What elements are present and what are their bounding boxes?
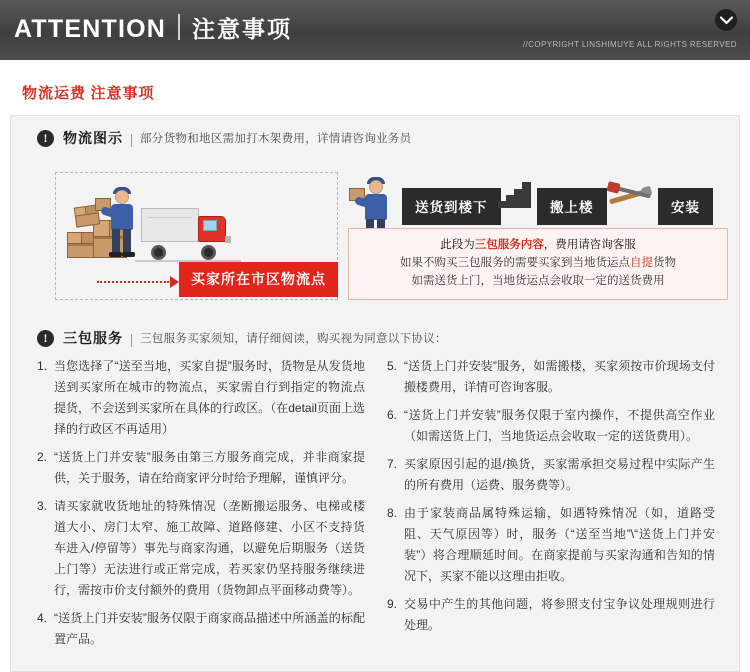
city-logistics-point-label: 买家所在市区物流点 bbox=[179, 262, 338, 297]
exclamation-icon-2: ! bbox=[37, 330, 54, 347]
stage-installation: 安装 bbox=[658, 188, 713, 225]
list-item-number: 9. bbox=[387, 597, 398, 611]
list-item-text: 买家原因引起的退/换货，买家需承担交易过程中实际产生的所有费用（运费、服务费等）。 bbox=[404, 457, 715, 492]
title-separator bbox=[131, 134, 132, 147]
list-item bbox=[387, 356, 715, 398]
terms-block-header bbox=[11, 328, 739, 348]
service-note-box bbox=[348, 228, 728, 300]
list-item-text: 由于家装商品属特殊运输，如遇特殊情况（如，道路受阻、天气原因等）时，服务（“送至当地”\“送货上门并安装”）将合理顺延时间。在商家提前与买家沟通和告知的情况下，买家不能以这理由拒收。 bbox=[404, 506, 715, 583]
service-note-line-2: 如果不购买三包服务的需要买家到当地货运点自提货物 bbox=[400, 257, 676, 269]
terms-block-subtitle: 三包服务买家须知，请仔细阅读，购买视为同意以下协议： bbox=[140, 333, 447, 345]
list-item bbox=[387, 405, 715, 447]
list-item-text: 请买家就收货地址的特殊情况（垄断搬运服务、电梯或楼道大小、房门太窄、施工故障、道路修建、小区不支持货车进入/停留等）事先与商家沟通，以避免后期服务（送货上门等）无法进行或正常完成，若买家仍坚持服务继续进行，需按市价支付额外的费用（货物卸点平面移动费等）。 bbox=[54, 499, 365, 597]
section-heading-sub: 注意事项 bbox=[90, 85, 155, 102]
stage-carry-upstairs: 搬上楼 bbox=[537, 188, 607, 225]
delivery-truck-icon bbox=[141, 204, 237, 262]
list-item bbox=[37, 608, 365, 650]
logistics-flow-diagram bbox=[11, 154, 739, 314]
list-item-text: 当您选择了“送至当地，买家自提”服务时，货物是从发货地送到买家所在城市的物流点，买家需自行到指定的物流点提货，不会送到买家所在具体的行政区。（在detail页面上选择的行政区不再适用） bbox=[54, 359, 365, 436]
chevron-down-icon[interactable] bbox=[715, 9, 737, 31]
stage-deliver-to-building: 送货到楼下 bbox=[402, 188, 501, 225]
list-item-number: 7. bbox=[387, 457, 398, 471]
wrench-screwdriver-icon bbox=[609, 184, 653, 208]
list-item-text: “送货上门并安装”服务，如需搬楼，买家须按市价现场支付搬楼费用，详情可咨询客服。 bbox=[404, 359, 715, 394]
section-heading bbox=[0, 60, 750, 109]
list-item bbox=[37, 356, 365, 440]
list-item bbox=[387, 594, 715, 636]
list-item-number: 3. bbox=[37, 499, 48, 513]
exclamation-icon: ! bbox=[37, 130, 54, 147]
title-divider bbox=[178, 14, 180, 40]
stairs-icon bbox=[498, 182, 532, 208]
terms-columns bbox=[11, 356, 739, 657]
list-item-number: 6. bbox=[387, 408, 398, 422]
list-item-text: “送货上门并安装”服务仅限于商家商品描述中所涵盖的标配置产品。 bbox=[54, 611, 365, 646]
diagram-block-title: 物流图示 bbox=[63, 130, 123, 146]
terms-column-right bbox=[387, 356, 715, 657]
page-title-en: ATTENTION bbox=[14, 15, 166, 43]
service-note-line-1: 此段为三包服务内容，费用请咨询客服 bbox=[440, 239, 636, 251]
list-item bbox=[37, 496, 365, 601]
header-title-group bbox=[14, 11, 292, 42]
list-item bbox=[387, 454, 715, 496]
list-item-number: 8. bbox=[387, 506, 398, 520]
list-item-number: 2. bbox=[37, 450, 48, 464]
title-separator-2 bbox=[131, 334, 132, 347]
dotted-arrow-icon bbox=[97, 276, 179, 288]
list-item-number: 4. bbox=[37, 611, 48, 625]
diagram-block-subtitle: 部分货物和地区需加打木架费用，详情请咨询业务员 bbox=[140, 133, 412, 145]
list-item-number: 5. bbox=[387, 359, 398, 373]
terms-column-left bbox=[37, 356, 365, 657]
terms-block-title: 三包服务 bbox=[63, 330, 123, 346]
notice-panel bbox=[10, 115, 740, 672]
list-item bbox=[37, 447, 365, 489]
diagram-block-header bbox=[11, 128, 739, 148]
page-header bbox=[0, 0, 750, 60]
list-item-text: “送货上门并安装”服务仅限于室内操作，不提供高空作业（如需送货上门，当地货运点会收取一定的送货费用）。 bbox=[404, 408, 715, 443]
list-item-text: 交易中产生的其他问题，将参照支付宝争议处理规则进行处理。 bbox=[404, 597, 715, 632]
terms-block bbox=[11, 328, 739, 657]
list-item-number: 1. bbox=[37, 359, 48, 373]
list-item bbox=[387, 503, 715, 587]
delivery-person-icon bbox=[103, 190, 143, 260]
copyright-text: //COPYRIGHT LINSHIMUYE ALL RIGHTS RESERVED bbox=[522, 40, 737, 49]
page-title-cn: 注意事项 bbox=[192, 16, 292, 42]
list-item-text: “送货上门并安装”服务由第三方服务商完成，并非商家提供，关于服务，请在给商家评分时给予理解，谨慎评分。 bbox=[54, 450, 365, 485]
section-heading-main: 物流运费 bbox=[22, 85, 87, 102]
service-note-line-3: 如需送货上门，当地货运点会收取一定的送货费用 bbox=[411, 275, 665, 287]
